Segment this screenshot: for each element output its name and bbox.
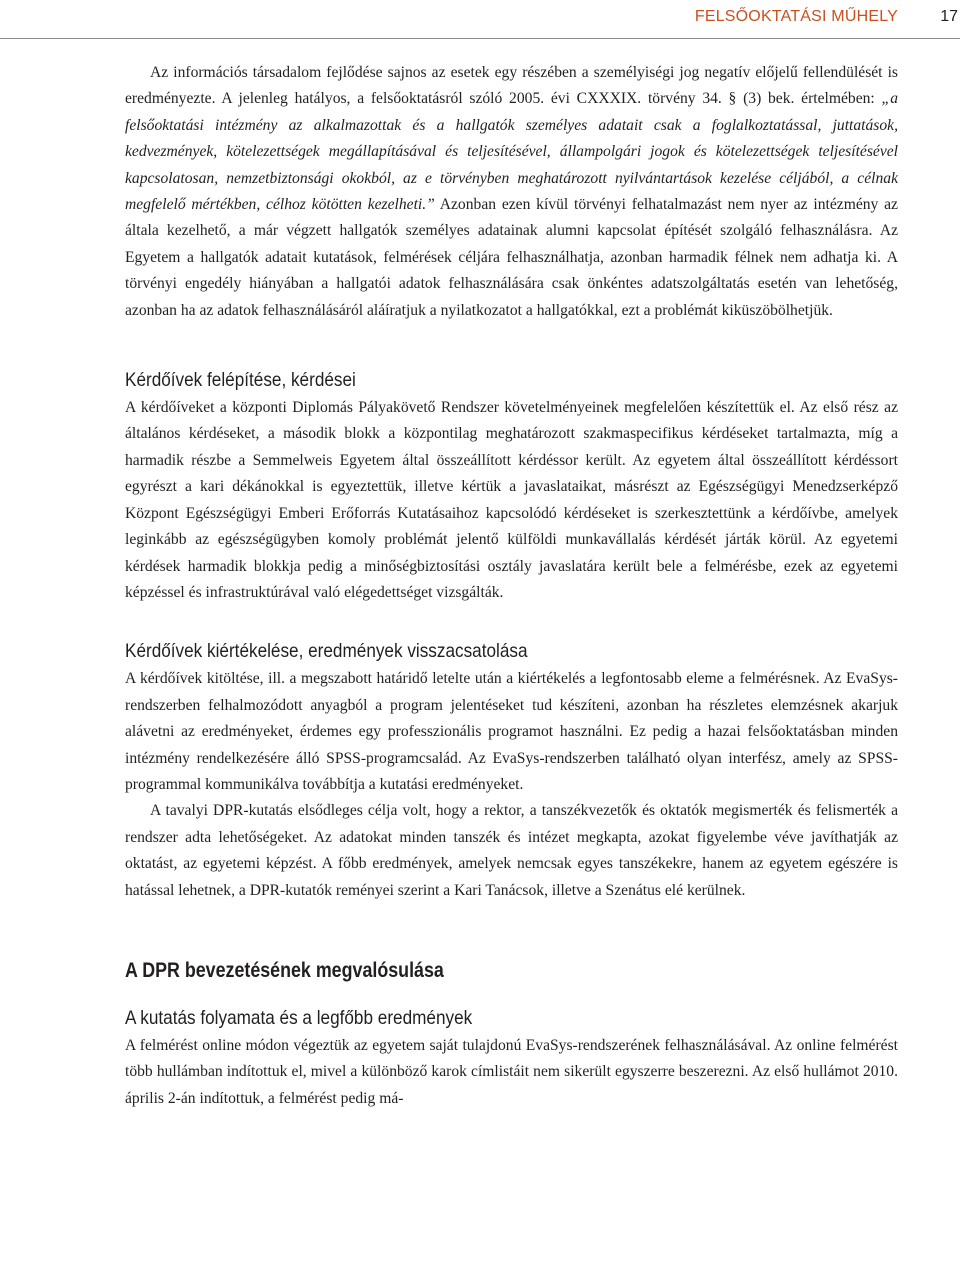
intro-paragraph	[125, 60, 898, 324]
page-number: 17	[940, 8, 958, 25]
header-rule	[0, 38, 960, 39]
dpr-goals-paragraph: A tavalyi DPR-kutatás elsődleges célja volt, hogy a rektor, a tanszékvezetők és oktatók megismerték és felismerték a rendszer adta lehetőségeket. Az adatokat minden tanszék és intézet megkapta, azokat figyelembe véve javíthatják az oktatást, az egyetemi képzést. A főbb eredmények, amelyek nemcsak egyes tanszékekre, hanem az egyetem egészére is hatással lehetnek, a DPR-kutatók reményei szerint a Kari Tanácsok, illetve a Szenátus elé kerülnek.	[125, 802, 898, 899]
chapter-heading-dpr-implementation: A DPR bevezetésének megvalósulása	[125, 958, 444, 982]
section-heading-questionnaire-structure: Kérdőívek felépítése, kérdései	[125, 369, 356, 392]
page-body	[125, 60, 898, 1112]
law-quote: „a felsőoktatási intézmény az alkalmazottak és a hallgatók személyes adatait csak a foglalkoztatással, juttatások, kedvezmények, kötelezettségek megállapításával és teljesítésével, állampolgári jogok és kötelezettségek teljesítésével kapcsolatosan, nemzetbiztonsági okokból, az e törvényben meghatározott nyilvántartások kezelése céljából, a célnak megfelelő mértékben, célhoz kötötten kezelheti.”	[125, 90, 898, 214]
section-heading-research-process: A kutatás folyamata és a legfőbb eredmények	[125, 1006, 473, 1029]
section-heading-evaluation: Kérdőívek kiértékelése, eredmények visszacsatolása	[125, 640, 528, 663]
running-header	[0, 0, 960, 40]
intro-text-end: Azonban ezen kívül törvényi felhatalmazást nem nyer az intézmény az általa kezelhető, a már végzett hallgatók személyes adatainak alumni kapcsolat építését szolgáló felhasználásra. Az Egyetem a hallgatók adatait kutatások, felmérések céljára felhasználhatja, azonban harmadik félnek nem adhatja ki. A törvényi engedély hiányában a hallgatói adatok felhasználására csak önkéntes adatszolgáltatás esetén van lehetőség, azonban ha az adatok felhasználásáról aláíratjuk a nyilatkozatot a hallgatókkal, ezt a problémát kiküszöbölhetjük.	[125, 196, 898, 319]
questionnaire-structure-paragraph: A kérdőíveket a központi Diplomás Pályakövető Rendszer követelményeinek megfelelően készítettük el. Az első rész az általános kérdéseket, a második blokk a központilag meghatározott szakmaspecifikus kérdéseket tartalmazta, míg a harmadik részbe a Semmelweis Egyetem által összeállított kérdéssor került. Az egyetem által összeállított kérdéssort egyrészt a kari dékánokkal is egyeztettük, illetve kértük a javaslataikat, másrészt az Egészségügyi Menedzserképző Központ Egészségügyi Emberi Erőforrás Kutatásaihoz kapcsolódó kérdéseket is szerkesztettünk a kérdőívbe, amelyek leginkább az egészségügyben komoly problémát jelentő külföldi munkavállalás kérdését járták körül. Az egyetemi kérdések harmadik blokkja pedig a minőségbiztosítási osztály javaslatára került bele a felmérésbe, ezek az egyetemi képzéssel és infrastruktúrával való elégedettséget vizsgálták.	[125, 399, 898, 601]
section-title: FELSŐOKTATÁSI MŰHELY	[694, 8, 898, 25]
intro-text-start: Az információs társadalom fejlődése sajnos az esetek egy részében a személyiségi jog negatív előjelű fellendülését is eredményezte. A jelenleg hatályos, a felsőoktatásról szóló 2005. évi CXXXIX. törvény 34. § (3) bek. értelmében:	[125, 64, 898, 108]
research-process-paragraph: A felmérést online módon végeztük az egyetem saját tulajdonú EvaSys-rendszerének felhasználásával. Az online felmérést több hullámban indítottuk el, mivel a különböző karok címlistáit nem sikerült egyszerre beszerezni. Az első hullámot 2010. április 2-án indítottuk, a felmérést pedig má-	[125, 1036, 898, 1107]
evaluation-paragraph: A kérdőívek kitöltése, ill. a megszabott határidő letelte után a kiértékelés a legfontosabb eleme a felmérésnek. Az EvaSys-rendszerben felhalmozódott anyagból a program jelentéseket tud készíteni, azonban ha részletes elemzésnek akarjuk alávetni az eredményeket, érdemes egy professzionális programot használni. Ez pedig a hazai felsőoktatásban minden intézmény rendelkezésére álló SPSS-programcsalád. Az EvaSys-rendszerben található olyan interfész, amely az SPSS-programmal kommunikálva továbbítja a kutatási eredményeket.	[125, 670, 898, 793]
